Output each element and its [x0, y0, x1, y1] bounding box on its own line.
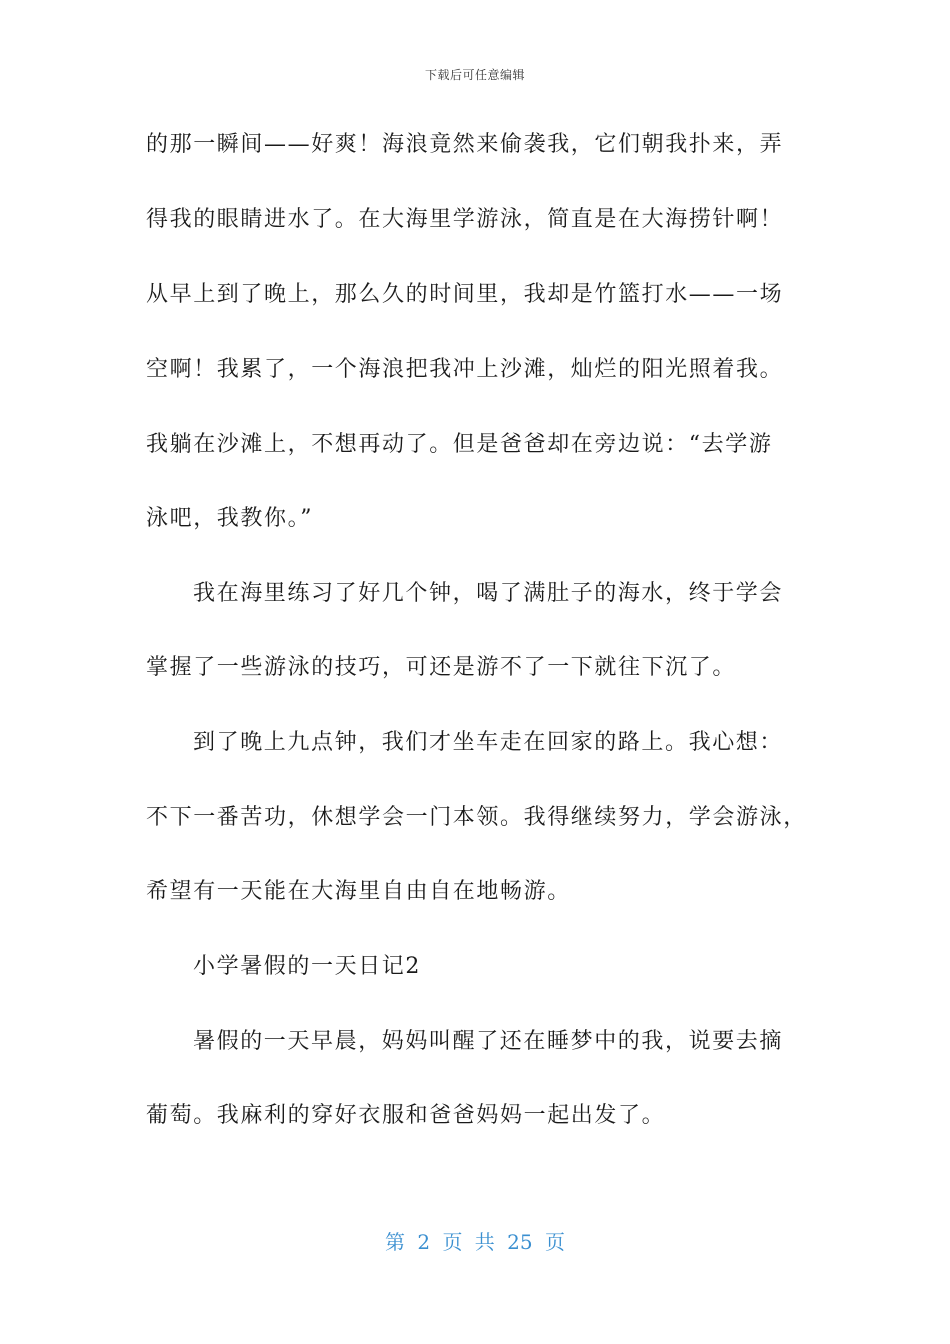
body-line: 不下一番苦功，休想学会一门本领。我得继续努力，学会游泳，	[146, 805, 807, 830]
page-header: 下载后可任意编辑	[424, 68, 525, 82]
body-line: 我在海里练习了好几个钟，喝了满肚子的海水，终于学会	[193, 581, 784, 606]
body-line: 到了晚上九点钟，我们才坐车走在回家的路上。我心想：	[193, 730, 784, 755]
section-heading: 小学暑假的一天日记2	[193, 954, 421, 979]
body-line: 空啊！我累了，一个海浪把我冲上沙滩，灿烂的阳光照着我。	[146, 357, 784, 382]
body-line: 葡萄。我麻利的穿好衣服和爸爸妈妈一起出发了。	[146, 1103, 666, 1128]
body-line: 从早上到了晚上，那么久的时间里，我却是竹篮打水——一场	[146, 282, 784, 307]
page-number-footer: 第 2 页 共 25 页	[385, 1230, 565, 1254]
body-line: 我躺在沙滩上，不想再动了。但是爸爸却在旁边说：“去学游	[146, 432, 773, 457]
body-line: 希望有一天能在大海里自由自在地畅游。	[146, 879, 571, 904]
body-line: 得我的眼睛进水了。在大海里学游泳，简直是在大海捞针啊！	[146, 207, 784, 232]
body-line: 的那一瞬间——好爽！海浪竟然来偷袭我，它们朝我扑来，弄	[146, 132, 784, 157]
body-line: 掌握了一些游泳的技巧，可还是游不了一下就往下沉了。	[146, 655, 737, 680]
body-line: 暑假的一天早晨，妈妈叫醒了还在睡梦中的我，说要去摘	[193, 1029, 784, 1054]
body-line: 泳吧，我教你。”	[146, 506, 314, 531]
